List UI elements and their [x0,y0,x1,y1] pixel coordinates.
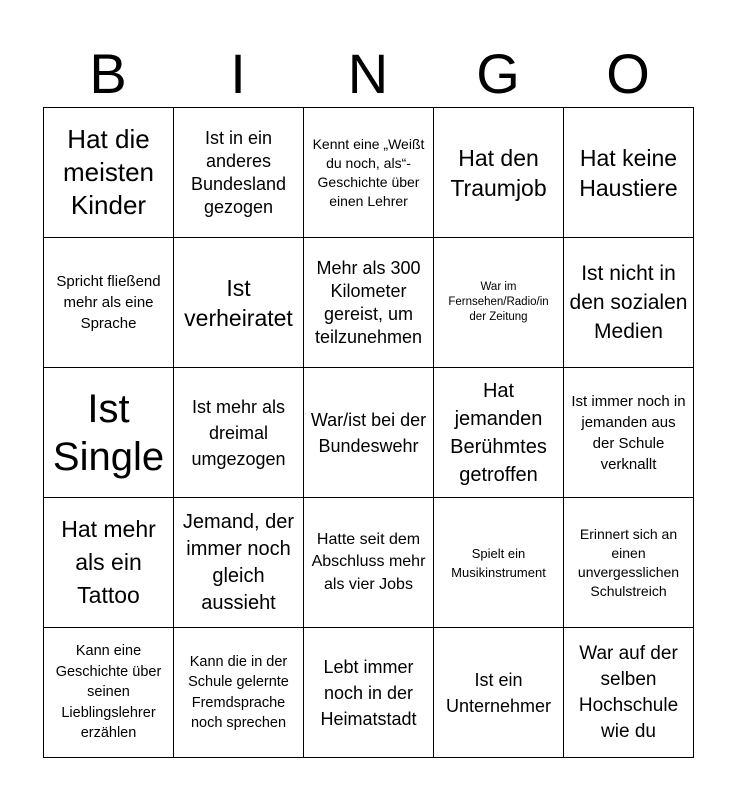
bingo-cell-r2c4[interactable] [434,238,564,368]
cell-text: Jemand, der immer noch gleich aussieht [182,510,295,614]
header-letter-g: G [476,42,520,105]
bingo-cell-r3c3[interactable] [304,368,434,498]
bingo-cell-r3c1[interactable] [44,368,174,498]
cell-text: Kann die in der Schule gelernte Fremdsprache noch sprechen [188,653,289,731]
bingo-cell-r2c2[interactable] [174,238,304,368]
cell-text: Kennt eine „Weißt du noch, als“-Geschichte über einen Lehrer [312,135,425,209]
cell-text: Ist ein Unternehmer [445,669,552,716]
cell-text: Spielt ein Musikinstrument [451,545,546,580]
cell-text: Hat den Traumjob [450,144,547,201]
bingo-cell-r1c1[interactable] [44,108,174,238]
cell-text: Hat mehr als ein Tattoo [61,516,156,608]
bingo-cell-r4c2[interactable] [174,498,304,628]
cell-text: Ist mehr als dreimal umgezogen [191,396,286,469]
bingo-cell-r3c5[interactable] [564,368,694,498]
bingo-cell-r3c2[interactable] [174,368,304,498]
bingo-cell-r1c5[interactable] [564,108,694,238]
bingo-cell-r5c5[interactable] [564,628,694,758]
cell-text: Ist Single [52,386,165,479]
bingo-cell-r2c1[interactable] [44,238,174,368]
header-letter-b: B [89,42,127,105]
bingo-cell-r5c4[interactable] [434,628,564,758]
cell-text: Hat jemanden Berühmtes getroffen [450,379,547,486]
cell-text: Hatte seit dem Abschluss mehr als vier Jobs [311,530,426,593]
bingo-cell-r5c2[interactable] [174,628,304,758]
bingo-header [43,40,693,108]
cell-text: Kann eine Geschichte über seinen Lieblingslehrer erzählen [55,643,162,742]
cell-text: Spricht fließend mehr als eine Sprache [56,273,161,332]
cell-text: War auf der selben Hochschule wie du [578,642,679,742]
bingo-cell-r4c5[interactable] [564,498,694,628]
header-letter-i: I [230,42,246,105]
bingo-cell-r3c4[interactable] [434,368,564,498]
bingo-cell-r2c3[interactable] [304,238,434,368]
bingo-cell-r1c2[interactable] [174,108,304,238]
bingo-cell-r5c1[interactable] [44,628,174,758]
cell-text: Mehr als 300 Kilometer gereist, um teilzunehmen [314,257,423,347]
bingo-cell-r1c3[interactable] [304,108,434,238]
cell-text: War im Fernsehen/Radio/in der Zeitung [448,281,549,323]
cell-text: Ist in ein anderes Bundesland gezogen [190,127,287,217]
cell-text: Hat die meisten Kinder [62,124,155,220]
cell-text: Hat keine Haustiere [579,144,678,201]
bingo-board [43,107,694,758]
bingo-cell-r1c4[interactable] [434,108,564,238]
cell-text: Ist nicht in den sozialen Medien [569,262,688,343]
bingo-cell-r2c5[interactable] [564,238,694,368]
bingo-cell-r4c3[interactable] [304,498,434,628]
cell-text: Ist immer noch in jemanden aus der Schule verknallt [571,392,686,473]
bingo-cell-r5c3[interactable] [304,628,434,758]
bingo-cell-r4c4[interactable] [434,498,564,628]
cell-text: War/ist bei der Bundeswehr [310,409,427,456]
cell-text: Lebt immer noch in der Heimatstadt [320,656,417,729]
header-letter-n: N [347,42,389,105]
header-letter-o: O [606,42,650,105]
cell-text: Erinnert sich an einen unvergesslichen Schulstreich [577,525,680,599]
bingo-cell-r4c1[interactable] [44,498,174,628]
cell-text: Ist verheiratet [184,274,293,331]
